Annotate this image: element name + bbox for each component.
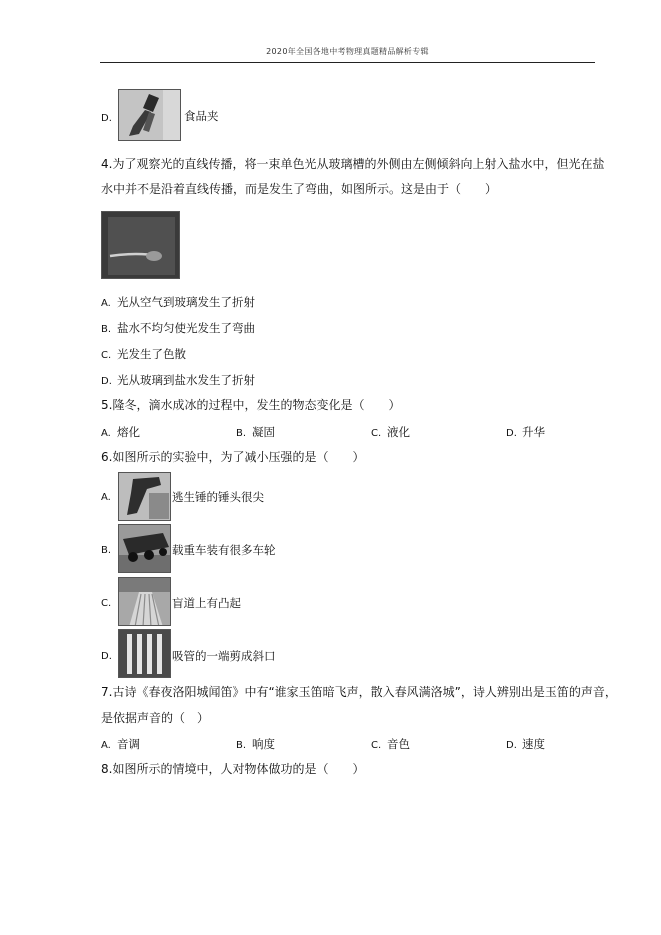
q4-stem-line2: 水中并不是沿着直线传播，而是发生了弯曲，如图所示。这是由于（ ）: [101, 182, 498, 196]
q4-option-a: A. 光从空气到玻璃发生了折射: [101, 295, 255, 309]
q6-option-c-text: 盲道上有凸起: [172, 596, 241, 610]
option-letter: B.: [101, 545, 112, 556]
q4-option-d: D. 光从玻璃到盐水发生了折射: [101, 373, 255, 387]
q7-option-d: D. 速度: [506, 737, 545, 751]
light-bending-image: [101, 211, 180, 279]
q4-stem-line1: 4.为了观察光的直线传播，将一束单色光从玻璃槽的外侧由左侧倾斜向上射入盐水中，但光在盐: [101, 157, 605, 171]
q5-stem: 5.隆冬，滴水成冰的过程中，发生的物态变化是（ ）: [101, 398, 401, 412]
q5-option-b: B. 凝固: [236, 425, 275, 439]
q8-stem: 8.如图所示的情境中，人对物体做功的是（ ）: [101, 762, 365, 776]
option-letter: C.: [101, 598, 112, 609]
option-letter: D.: [101, 651, 112, 662]
q6-option-a-text: 逃生锤的锤头很尖: [172, 490, 264, 504]
q7-option-b: B. 响度: [236, 737, 275, 751]
q7-option-c: C. 音色: [371, 737, 410, 751]
q4-option-b: B. 盐水不均匀使光发生了弯曲: [101, 321, 255, 335]
q4-option-c: C. 光发生了色散: [101, 347, 186, 361]
tactile-paving-image: [118, 577, 171, 626]
header-title: 2020年全国各地中考物理真题精品解析专辑: [266, 47, 429, 56]
straws-image: [118, 629, 171, 678]
q6-option-b-text: 载重车装有很多车轮: [172, 543, 276, 557]
option-letter: A.: [101, 492, 111, 503]
q5-option-d: D. 升华: [506, 425, 545, 439]
heavy-truck-image: [118, 524, 171, 573]
q7-stem-line2: 是依据声音的（ ）: [101, 711, 210, 725]
food-clip-label: 食品夹: [184, 109, 219, 123]
q6-stem: 6.如图所示的实验中，为了减小压强的是（ ）: [101, 450, 365, 464]
q7-option-a: A. 音调: [101, 737, 140, 751]
q5-option-c: C. 液化: [371, 425, 410, 439]
escape-hammer-image: [118, 472, 171, 521]
q7-stem-line1: 7.古诗《春夜洛阳城闻笛》中有“谁家玉笛暗飞声，散入春风满洛城”，诗人辨别出是玉笛的声音，: [101, 685, 617, 699]
q5-option-a: A. 熔化: [101, 425, 140, 439]
option-letter: D.: [101, 113, 112, 124]
header-divider: [100, 62, 595, 63]
q6-option-d-text: 吸管的一端剪成斜口: [172, 649, 276, 663]
food-clip-image: [118, 89, 181, 141]
